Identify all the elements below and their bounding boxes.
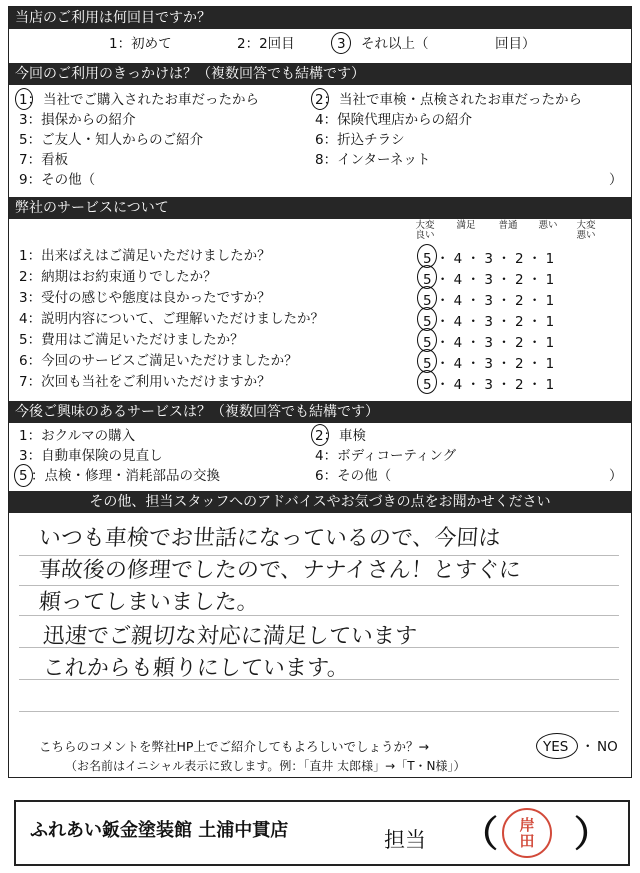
q3-item-7-circle: [417, 370, 437, 394]
q3-item-3-rating: 5 ・ 4 ・ 3 ・ 2 ・ 1: [423, 293, 555, 309]
q2-option-7: 7：看板: [19, 152, 69, 168]
q2-selected-circle-1: [15, 88, 33, 110]
q3-header: 弊社のサービスについて: [9, 197, 631, 219]
scale-satisfied: 満足: [456, 220, 476, 231]
q2-option-9: 9：その他（: [19, 172, 96, 188]
handwritten-line-3: 頼ってしまいました。: [37, 590, 260, 615]
q2-option-4: 4：保険代理店からの紹介: [315, 112, 473, 128]
q1-option-3-label: それ以上（: [361, 36, 429, 52]
q3-item-4-rating: 5 ・ 4 ・ 3 ・ 2 ・ 1: [423, 314, 555, 330]
q3-item-7: 7：次回も当社をご利用いただけますか？: [19, 374, 271, 390]
q3-item-7-rating: 5 ・ 4 ・ 3 ・ 2 ・ 1: [423, 377, 555, 393]
q1-option-3-tail: 回目）: [495, 36, 536, 52]
q2-option-5: 5：ご友人・知人からのご紹介: [19, 132, 204, 148]
q1-selected-circle: [331, 32, 351, 54]
q4-option-5-number: 5: [19, 468, 28, 484]
q2-option-3: 3：損保からの紹介: [19, 112, 136, 128]
q2-option-1-number: 1：: [19, 92, 42, 108]
handwritten-line-5: これからも頼りにしています。: [41, 656, 350, 681]
handwritten-line-1: いつも車検でお世話になっているので、今回は: [37, 526, 502, 551]
permission-separator: ・: [581, 739, 595, 755]
q1-header: 当店のご利用は何回目ですか？: [9, 7, 631, 29]
q3-item-1: 1：出来ばえはご満足いただけましたか？: [19, 248, 271, 264]
q2-option-8: 8：インターネット: [315, 152, 431, 168]
stamp-text-bottom: 田: [519, 832, 535, 850]
q3-item-2: 2：納期はお約束通りでしたか？: [19, 269, 217, 285]
q4-selected-circle-2: [311, 424, 329, 446]
q3-item-2-rating: 5 ・ 4 ・ 3 ・ 2 ・ 1: [423, 272, 555, 288]
q4-option-2-number: 2：: [315, 428, 338, 444]
q3-item-5-rating: 5 ・ 4 ・ 3 ・ 2 ・ 1: [423, 335, 555, 351]
q3-item-6: 6：今回のサービスご満足いただけましたか？: [19, 353, 298, 369]
staff-name-stamp: [502, 808, 552, 858]
q2-option-2: 当社で車検・点検されたお車だったから: [339, 92, 582, 108]
q4-header: 今後ご興味のあるサービスは？（複数回答でも結構です）: [9, 401, 631, 423]
q1-option-2: 2：2回目: [237, 36, 295, 52]
permission-no: NO: [597, 739, 618, 755]
stamp-text-top: 岸: [519, 816, 535, 834]
q1-option-1: 1：初めて: [109, 36, 172, 52]
staff-close-paren: ）: [574, 814, 611, 855]
scale-bad: 悪い: [538, 220, 558, 231]
shop-footer: [14, 800, 630, 866]
q3-item-1-rating: 5 ・ 4 ・ 3 ・ 2 ・ 1: [423, 251, 555, 267]
q2-option-1: 当社でご購入されたお車だったから: [43, 92, 259, 108]
permission-yes-circle: [536, 733, 578, 759]
q2-option-6: 6：折込チラシ: [315, 132, 405, 148]
survey-form: [8, 6, 632, 778]
q4-option-4: 4：ボディコーティング: [315, 448, 457, 464]
q4-option-2: 車検: [339, 428, 366, 444]
ruled-line: [19, 711, 619, 712]
scale-very-bad: 大変悪い: [576, 220, 596, 241]
staff-label: 担当: [384, 828, 426, 852]
initials-note: （お名前はイニシャル表示に致します。例：「直井 太郎様」→「T・N様」）: [65, 759, 466, 773]
q3-item-4: 4：説明内容について、ご理解いただけましたか？: [19, 311, 325, 327]
q4-option-6-close: ）: [609, 468, 623, 484]
q3-item-5: 5：費用はご満足いただけましたか？: [19, 332, 244, 348]
q1-option-3-number: 3: [337, 36, 346, 52]
staff-open-paren: （: [462, 814, 499, 855]
q4-option-1: 1：おクルマの購入: [19, 428, 136, 444]
permission-question: こちらのコメントを弊社HP上でご紹介してもよろしいでしょうか？→: [39, 739, 429, 754]
q2-header: 今回のご利用のきっかけは？（複数回答でも結構です）: [9, 63, 631, 85]
q3-item-6-rating: 5 ・ 4 ・ 3 ・ 2 ・ 1: [423, 356, 555, 372]
permission-yes: YES: [543, 739, 569, 755]
q5-header: その他、担当スタッフへのアドバイスやお気づきの点をお聞かせください: [9, 491, 631, 513]
handwritten-line-2: 事故後の修理でしたので、ナナイさん！とすぐに: [37, 558, 522, 583]
handwritten-line-4: 迅速でご親切な対応に満足しています: [41, 624, 418, 649]
q3-item-3: 3：受付の感じや態度は良かったですか？: [19, 290, 271, 306]
q2-option-2-number: 2：: [315, 92, 338, 108]
q4-option-3: 3：自動車保険の見直し: [19, 448, 163, 464]
q2-selected-circle-2: [311, 88, 329, 110]
q2-option-9-close: ）: [609, 172, 623, 188]
q4-option-5: ：点検・修理・消耗部品の交換: [31, 468, 220, 484]
scale-very-good: 大変良い: [415, 220, 435, 241]
scale-average: 普通: [498, 220, 518, 231]
shop-name: ふれあい鈑金塗装館 土浦中貫店: [30, 820, 289, 841]
q4-option-6: 6：その他（: [315, 468, 392, 484]
